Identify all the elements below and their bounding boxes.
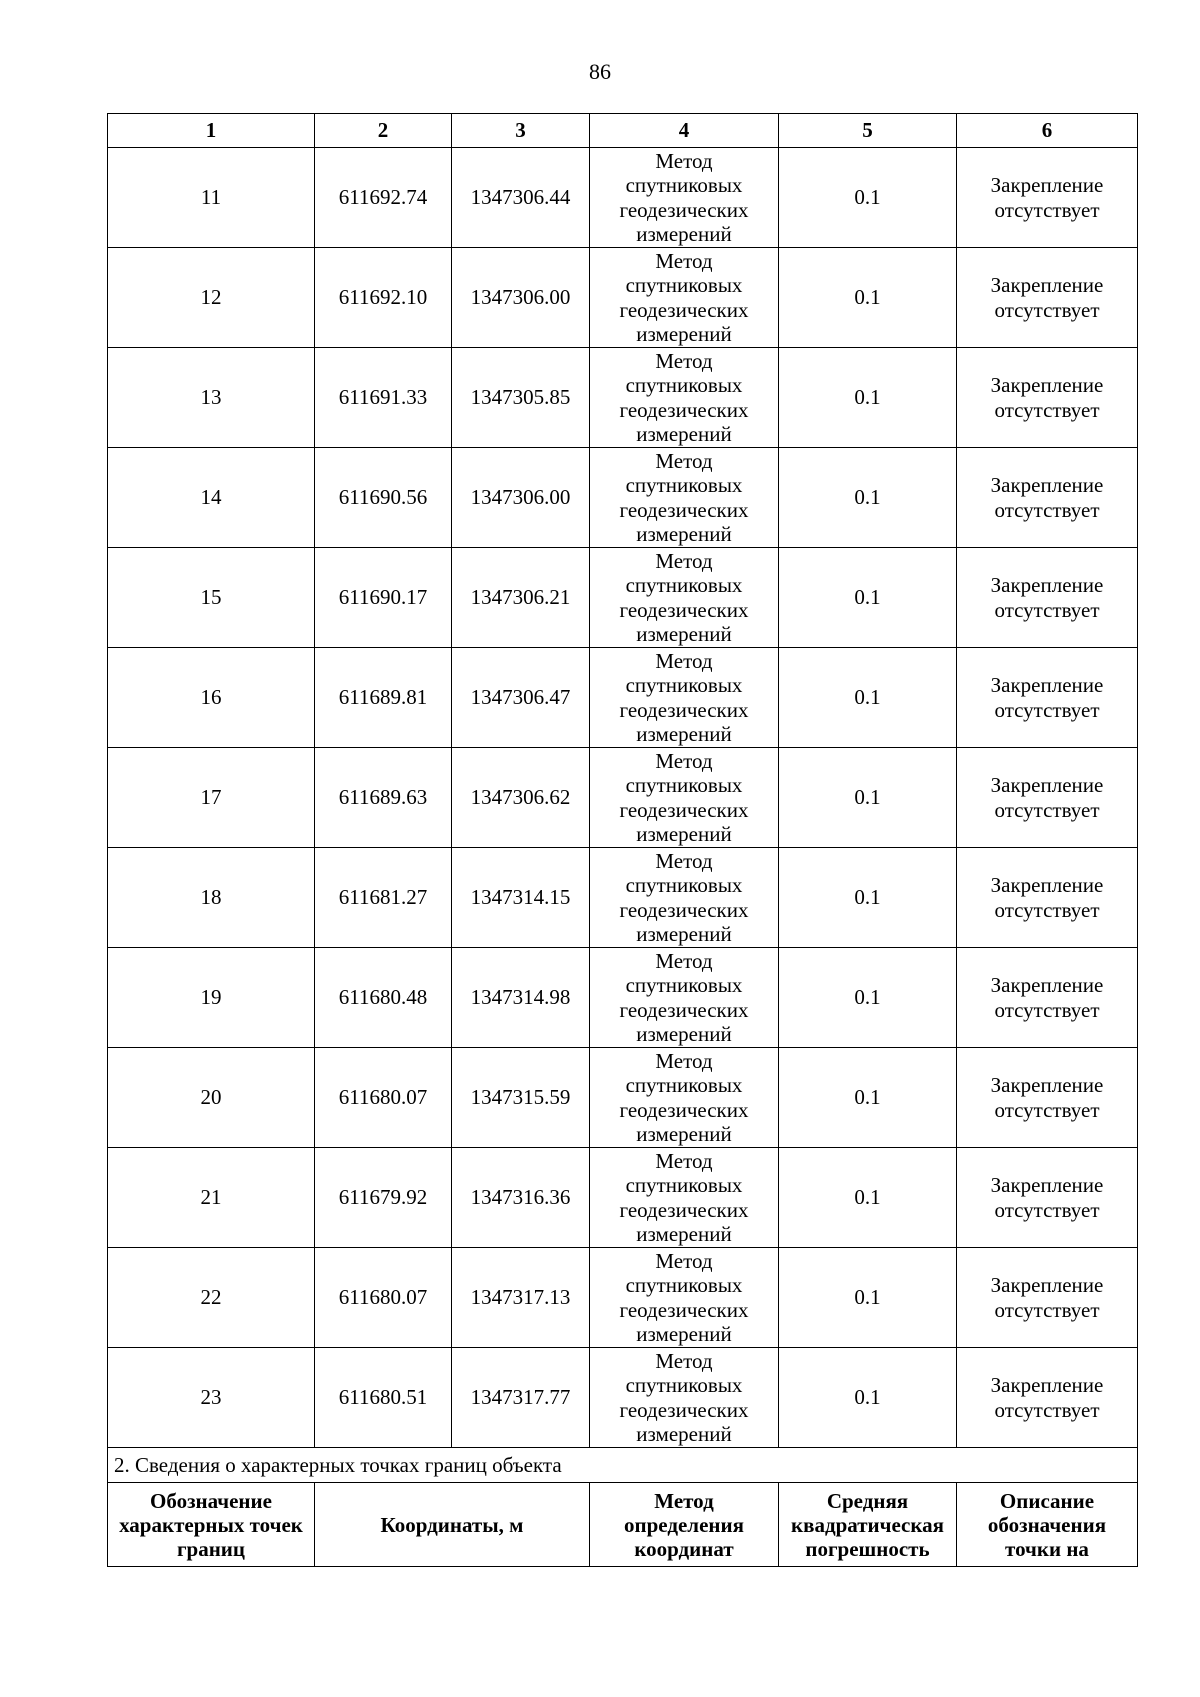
accuracy-cell: 0.1 (779, 948, 957, 1048)
method-line: спутниковых (625, 273, 743, 297)
column-number-5: 5 (779, 114, 957, 148)
y-coordinate-cell: 1347316.36 (452, 1148, 590, 1248)
x-coordinate-cell: 611692.74 (315, 148, 452, 248)
table-row (108, 648, 1138, 748)
method-line: измерений (636, 422, 732, 446)
fixation-cell (957, 348, 1138, 448)
method-line: спутниковых (625, 1273, 743, 1297)
y-coordinate-cell: 1347314.15 (452, 848, 590, 948)
method-line: измерений (636, 1022, 732, 1046)
column-number-2: 2 (315, 114, 452, 148)
table-row (108, 1148, 1138, 1248)
x-coordinate-cell: 611680.07 (315, 1248, 452, 1348)
point-number-cell: 21 (108, 1148, 315, 1248)
fixation-cell (957, 248, 1138, 348)
method-cell (590, 248, 779, 348)
method-line: геодезических (619, 1197, 749, 1222)
x-coordinate-cell: 611689.63 (315, 748, 452, 848)
header-line: Обозначение (150, 1488, 272, 1513)
accuracy-cell: 0.1 (779, 1048, 957, 1148)
table-row (108, 148, 1138, 248)
fixation-cell (957, 748, 1138, 848)
point-number-cell: 18 (108, 848, 315, 948)
y-coordinate-cell: 1347306.00 (452, 448, 590, 548)
method-cell (590, 948, 779, 1048)
method-line: геодезических (619, 1297, 749, 1322)
method-line: измерений (636, 1422, 732, 1446)
accuracy-cell: 0.1 (779, 348, 957, 448)
fixation-line: отсутствует (994, 897, 1100, 922)
fixation-cell (957, 1348, 1138, 1448)
method-line: Метод (655, 548, 713, 573)
accuracy-cell: 0.1 (779, 1148, 957, 1248)
method-line: спутниковых (625, 473, 743, 497)
fixation-line: Закрепление (990, 1273, 1104, 1297)
table-row (108, 848, 1138, 948)
method-line: Метод (655, 248, 713, 273)
point-number-cell: 12 (108, 248, 315, 348)
x-coordinate-cell: 611681.27 (315, 848, 452, 948)
y-coordinate-cell: 1347305.85 (452, 348, 590, 448)
y-coordinate-cell: 1347306.47 (452, 648, 590, 748)
method-line: геодезических (619, 1097, 749, 1122)
fixation-line: Закрепление (990, 1173, 1104, 1197)
table-row (108, 348, 1138, 448)
table-row (108, 1248, 1138, 1348)
method-line: измерений (636, 822, 732, 846)
header-line: точки на (1005, 1536, 1089, 1561)
method-line: геодезических (619, 1397, 749, 1422)
fixation-cell (957, 648, 1138, 748)
method-line: Метод (655, 948, 713, 973)
description-header (957, 1483, 1138, 1567)
point-number-cell: 23 (108, 1348, 315, 1448)
header-line: обозначения (987, 1512, 1107, 1537)
point-number-cell: 19 (108, 948, 315, 1048)
table-row (108, 248, 1138, 348)
header-line: погрешность (805, 1536, 930, 1561)
fixation-line: Закрепление (990, 173, 1104, 197)
method-cell (590, 1048, 779, 1148)
header-line: Метод (654, 1488, 714, 1513)
fixation-line: Закрепление (990, 1073, 1104, 1097)
table-row (108, 548, 1138, 648)
accuracy-cell: 0.1 (779, 148, 957, 248)
table-row (108, 1048, 1138, 1148)
y-coordinate-cell: 1347315.59 (452, 1048, 590, 1148)
header-line: границ (176, 1536, 245, 1561)
method-line: измерений (636, 922, 732, 946)
method-line: Метод (655, 1148, 713, 1173)
header-line: Средняя (826, 1488, 909, 1513)
fixation-cell (957, 948, 1138, 1048)
fixation-line: отсутствует (994, 197, 1100, 222)
boundary-points-table (107, 113, 1138, 1567)
accuracy-cell: 0.1 (779, 248, 957, 348)
x-coordinate-cell: 611680.07 (315, 1048, 452, 1148)
method-line: Метод (655, 848, 713, 873)
column-number-row (108, 114, 1138, 148)
fixation-cell (957, 1048, 1138, 1148)
method-cell (590, 148, 779, 248)
header-line: определения (624, 1512, 744, 1537)
method-line: спутниковых (625, 873, 743, 897)
column-number-1: 1 (108, 114, 315, 148)
method-line: Метод (655, 148, 713, 173)
method-cell (590, 548, 779, 648)
x-coordinate-cell: 611689.81 (315, 648, 452, 748)
method-line: геодезических (619, 397, 749, 422)
table-row (108, 448, 1138, 548)
table-row (108, 1348, 1138, 1448)
fixation-line: Закрепление (990, 373, 1104, 397)
y-coordinate-cell: 1347306.00 (452, 248, 590, 348)
x-coordinate-cell: 611691.33 (315, 348, 452, 448)
fixation-cell (957, 848, 1138, 948)
x-coordinate-cell: 611690.17 (315, 548, 452, 648)
point-designation-header (108, 1483, 315, 1567)
method-line: геодезических (619, 297, 749, 322)
method-line: Метод (655, 748, 713, 773)
fixation-line: Закрепление (990, 573, 1104, 597)
fixation-line: отсутствует (994, 697, 1100, 722)
y-coordinate-cell: 1347306.62 (452, 748, 590, 848)
point-number-cell: 17 (108, 748, 315, 848)
fixation-line: отсутствует (994, 797, 1100, 822)
method-line: Метод (655, 1048, 713, 1073)
y-coordinate-cell: 1347306.44 (452, 148, 590, 248)
fixation-line: Закрепление (990, 873, 1104, 897)
method-line: геодезических (619, 197, 749, 222)
method-line: спутниковых (625, 1173, 743, 1197)
x-coordinate-cell: 611680.48 (315, 948, 452, 1048)
y-coordinate-cell: 1347306.21 (452, 548, 590, 648)
method-cell (590, 748, 779, 848)
header-line: координат (634, 1536, 734, 1561)
point-number-cell: 15 (108, 548, 315, 648)
section-row (108, 1448, 1138, 1483)
method-line: измерений (636, 1322, 732, 1346)
y-coordinate-cell: 1347314.98 (452, 948, 590, 1048)
method-line: Метод (655, 648, 713, 673)
method-line: Метод (655, 348, 713, 373)
method-cell (590, 1348, 779, 1448)
method-line: геодезических (619, 897, 749, 922)
fixation-line: отсутствует (994, 1297, 1100, 1322)
fixation-cell (957, 1148, 1138, 1248)
method-cell (590, 348, 779, 448)
accuracy-cell: 0.1 (779, 1248, 957, 1348)
method-cell (590, 1148, 779, 1248)
method-cell (590, 648, 779, 748)
page-number: 86 (589, 59, 611, 84)
method-line: геодезических (619, 997, 749, 1022)
fixation-line: Закрепление (990, 473, 1104, 497)
method-line: спутниковых (625, 673, 743, 697)
column-number-4: 4 (590, 114, 779, 148)
method-line: измерений (636, 722, 732, 746)
fixation-line: отсутствует (994, 1097, 1100, 1122)
method-line: Метод (655, 1348, 713, 1373)
fixation-line: Закрепление (990, 973, 1104, 997)
method-cell (590, 848, 779, 948)
point-number-cell: 20 (108, 1048, 315, 1148)
method-line: спутниковых (625, 173, 743, 197)
fixation-cell (957, 448, 1138, 548)
point-number-cell: 16 (108, 648, 315, 748)
accuracy-cell: 0.1 (779, 748, 957, 848)
table-row (108, 748, 1138, 848)
accuracy-cell: 0.1 (779, 1348, 957, 1448)
method-line: измерений (636, 222, 732, 246)
method-line: измерений (636, 322, 732, 346)
fixation-line: отсутствует (994, 1397, 1100, 1422)
fixation-line: Закрепление (990, 673, 1104, 697)
coordinates-header: Координаты, м (315, 1483, 590, 1567)
x-coordinate-cell: 611692.10 (315, 248, 452, 348)
column-number-3: 3 (452, 114, 590, 148)
table-row (108, 948, 1138, 1048)
fixation-line: отсутствует (994, 1197, 1100, 1222)
fixation-line: отсутствует (994, 297, 1100, 322)
method-line: спутниковых (625, 1073, 743, 1097)
method-line: геодезических (619, 597, 749, 622)
section-title: 2. Сведения о характерных точках границ объекта (108, 1448, 1138, 1483)
accuracy-header (779, 1483, 957, 1567)
method-line: геодезических (619, 697, 749, 722)
x-coordinate-cell: 611679.92 (315, 1148, 452, 1248)
method-line: спутниковых (625, 573, 743, 597)
method-header (590, 1483, 779, 1567)
method-line: спутниковых (625, 373, 743, 397)
fixation-line: отсутствует (994, 397, 1100, 422)
point-number-cell: 11 (108, 148, 315, 248)
fixation-line: отсутствует (994, 597, 1100, 622)
point-number-cell: 22 (108, 1248, 315, 1348)
fixation-cell (957, 148, 1138, 248)
accuracy-cell: 0.1 (779, 548, 957, 648)
method-line: спутниковых (625, 973, 743, 997)
method-line: спутниковых (625, 773, 743, 797)
method-line: измерений (636, 522, 732, 546)
method-line: измерений (636, 1122, 732, 1146)
method-line: Метод (655, 1248, 713, 1273)
column-number-6: 6 (957, 114, 1138, 148)
y-coordinate-cell: 1347317.13 (452, 1248, 590, 1348)
method-line: измерений (636, 622, 732, 646)
header-line: Описание (999, 1488, 1095, 1513)
fixation-line: отсутствует (994, 997, 1100, 1022)
accuracy-cell: 0.1 (779, 648, 957, 748)
accuracy-cell: 0.1 (779, 448, 957, 548)
method-line: Метод (655, 448, 713, 473)
method-line: измерений (636, 1222, 732, 1246)
method-line: спутниковых (625, 1373, 743, 1397)
x-coordinate-cell: 611690.56 (315, 448, 452, 548)
header-line: квадратическая (791, 1512, 944, 1537)
fixation-cell (957, 548, 1138, 648)
point-number-cell: 14 (108, 448, 315, 548)
fixation-cell (957, 1248, 1138, 1348)
subheader-row (108, 1483, 1138, 1567)
fixation-line: отсутствует (994, 497, 1100, 522)
method-line: геодезических (619, 497, 749, 522)
method-cell (590, 1248, 779, 1348)
point-number-cell: 13 (108, 348, 315, 448)
accuracy-cell: 0.1 (779, 848, 957, 948)
fixation-line: Закрепление (990, 773, 1104, 797)
fixation-line: Закрепление (990, 1373, 1104, 1397)
method-line: геодезических (619, 797, 749, 822)
method-cell (590, 448, 779, 548)
fixation-line: Закрепление (990, 273, 1104, 297)
header-line: характерных точек (119, 1512, 303, 1537)
x-coordinate-cell: 611680.51 (315, 1348, 452, 1448)
y-coordinate-cell: 1347317.77 (452, 1348, 590, 1448)
